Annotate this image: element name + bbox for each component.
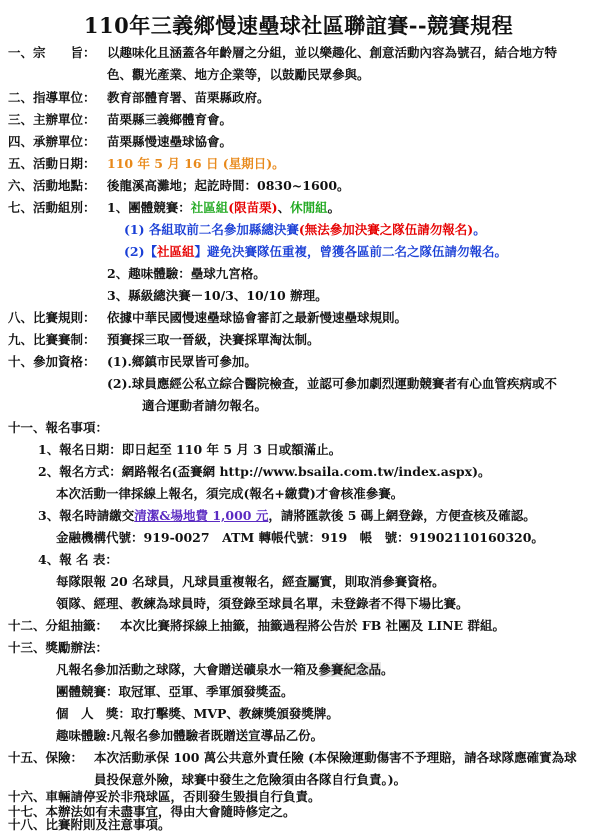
group-1-line	[107, 200, 340, 216]
registration-form-heading: 4、報 名 表：	[38, 552, 118, 567]
eligibility-1: (1).鄉鎮市民眾皆可參加。	[107, 354, 257, 369]
section-2-number: 二、指導單位：	[8, 90, 96, 105]
section-1-text-line2: 色、觀光產業、地方企業等，以鼓勵民眾參與。	[107, 67, 370, 82]
group-note-1-end: 。	[473, 222, 486, 237]
group-note-1-text: (1) 各組取前二名參加縣總決賽	[124, 222, 299, 237]
registration-fee-amount[interactable]: 清潔&場地費 1,000 元	[134, 508, 269, 523]
insurance-line2: 員投保意外險，球賽中發生之危險須由各隊自行負責。)。	[94, 772, 407, 787]
section-3-text: 苗栗縣三義鄉體育會。	[107, 112, 233, 127]
section-9-number: 九、比賽賽制：	[8, 332, 96, 347]
section-11-number: 十一、報名事項：	[8, 420, 109, 435]
award-participation-text: 凡報名參加活動之球隊，大會贈送礦泉水一箱及	[56, 662, 319, 677]
registration-form-rule-2: 領隊、經理、教練為球員時，須登錄至球員名單，未登錄者不得下場比賽。	[56, 596, 469, 611]
bank-account-info: 金融機構代號：919-0027 ATM 轉帳代號：919 帳 號：91902110160320。	[56, 530, 544, 545]
award-fun-experience: 趣味體驗:凡報名參加體驗者既贈送宣導品乙份。	[56, 728, 324, 743]
registration-fee-line	[38, 508, 536, 524]
group-2-line: 2、趣味體驗：壘球九宮格。	[107, 266, 266, 281]
registration-form-rule-1: 每隊限報 20 名球員，凡球員重複報名，經查屬實，則取消參賽資格。	[56, 574, 445, 589]
section-5-number: 五、活動日期：	[8, 156, 96, 171]
group-note-2-prefix: (2)【	[124, 244, 158, 259]
section-13-number: 十三、獎勵辦法：	[8, 640, 109, 655]
registration-date: 1、報名日期：即日起至 110 年 5 月 3 日或額滿止。	[38, 442, 342, 457]
award-participation-end: 。	[381, 662, 394, 677]
registration-fee-prefix: 3、報名時請繳交	[38, 508, 135, 523]
section-4-number: 四、承辦單位：	[8, 134, 96, 149]
section-2-text: 教育部體育署、苗栗縣政府。	[107, 90, 270, 105]
insurance-line1: 本次活動承保 100 萬公共意外責任險 (本保險運動傷害不予理賠，請各球隊應確實為球	[94, 750, 577, 765]
eligibility-2-line2: 適合運動者請勿報名。	[142, 398, 268, 413]
activity-date: 110 年 5 月 16 日 (星期日)。	[107, 156, 285, 171]
group-separator: 、	[277, 200, 291, 215]
group-1-end: 。	[327, 200, 341, 215]
group-note-2	[124, 244, 507, 260]
group-1-label: 1、團體競賽：	[107, 200, 191, 215]
section-10-number: 十、參加資格：	[8, 354, 96, 369]
group-3-line: 3、縣級總決賽－10/3、10/10 辦理。	[107, 288, 328, 303]
section-1-number: 一、宗 旨：	[8, 45, 96, 60]
section-7-number: 七、活動組別：	[8, 200, 96, 215]
section-1-text-line1: 以趣味化且涵蓋各年齡層之分組，並以樂趣化、創意活動內容為號召，結合地方特	[107, 45, 558, 60]
group-note-2-community: 社區組	[157, 244, 195, 259]
section-16: 十六、車輛請停妥於非飛球區，否則發生毀損自行負責。	[8, 789, 321, 804]
souvenir-highlight: 參賽紀念品	[318, 662, 382, 677]
award-team: 團體競賽：取冠軍、亞軍、季軍頒發獎盃。	[56, 684, 294, 699]
section-15-number: 十五、保險：	[8, 750, 84, 765]
group-note-2-text: 】避免決賽隊伍重複，曾獲各區前二名之隊伍請勿報名。	[194, 244, 508, 259]
leisure-group-label: 休閒組	[290, 200, 328, 215]
section-8-number: 八、比賽規則：	[8, 310, 96, 325]
registration-fee-suffix: ，請將匯款後 5 碼上網登錄，方便查核及確認。	[268, 508, 536, 523]
award-individual: 個 人 獎：取打擊獎、MVP、教練獎頒發獎牌。	[56, 706, 339, 721]
miaoli-only-note: (限苗栗)	[228, 200, 278, 215]
page-title: 110年三義鄉慢速壘球社區聯誼賽--競賽規程	[83, 13, 514, 38]
group-note-1	[124, 222, 486, 238]
section-6-text: 後龍溪高灘地；起訖時間：0830~1600。	[107, 178, 350, 193]
section-9-text: 預賽採三取一晉級，決賽採單淘汰制。	[107, 332, 320, 347]
section-12-number: 十二、分組抽籤：	[8, 618, 109, 633]
section-17: 十七、本辦法如有未盡事宜，得由大會隨時修定之。	[8, 804, 296, 819]
eligibility-2-line1: (2).球員應經公私立綜合醫院檢查，並認可參加劇烈運動競賽者有心血管疾病或不	[107, 376, 557, 391]
section-4-text: 苗栗縣慢速壘球協會。	[107, 134, 233, 149]
award-participation	[56, 662, 394, 678]
group-note-1-warning: (無法參加決賽之隊伍請勿報名)	[298, 222, 474, 237]
registration-online-note: 本次活動一律採線上報名，須完成(報名+繳費)才會核准參賽。	[56, 486, 404, 501]
section-6-number: 六、活動地點：	[8, 178, 96, 193]
registration-method: 2、報名方式：網路報名(盃賽網 http://www.bsaila.com.tw/index.aspx)。	[38, 464, 491, 479]
section-12-text: 本次比賽將採線上抽籤，抽籤過程將公告於 FB 社團及 LINE 群組。	[120, 618, 505, 633]
section-3-number: 三、主辦單位：	[8, 112, 96, 127]
community-group-label: 社區組	[190, 200, 229, 215]
section-18: 十八、比賽附則及注意事項。	[8, 817, 171, 832]
section-8-text: 依據中華民國慢速壘球協會審訂之最新慢速壘球規則。	[107, 310, 408, 325]
